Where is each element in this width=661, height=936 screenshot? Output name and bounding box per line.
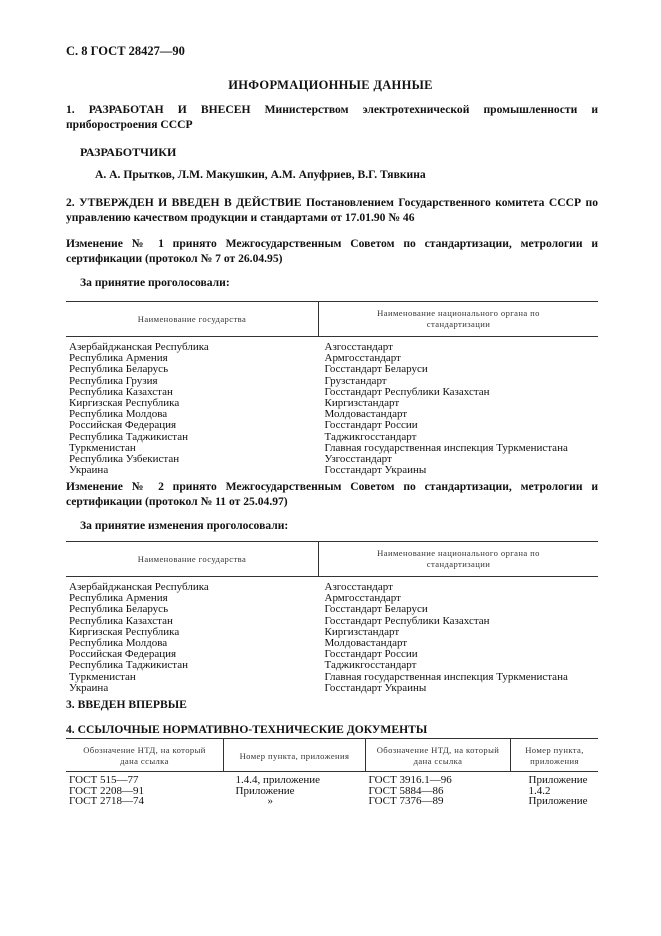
refs-items-right-cell [511, 772, 599, 807]
table-cell: Грузстандарт [324, 374, 387, 387]
refs-docs-left-cell [66, 772, 224, 807]
table-cell: Украина [69, 464, 109, 477]
refs-col-item-left: Номер пункта, приложения [224, 739, 366, 772]
table-cell: Госстандарт Беларуси [324, 363, 428, 376]
refs-col-item-right: Номер пункта, приложения [511, 739, 599, 772]
table-cell: Госстандарт России [324, 419, 418, 432]
table-cell: Республика Молдова [69, 408, 168, 421]
table-cell: Армгосстандарт [324, 592, 401, 605]
table-cell: ГОСТ 2718—74 [69, 795, 144, 807]
table-cell: Республика Таджикистан [69, 430, 188, 443]
page-title: ИНФОРМАЦИОННЫЕ ДАННЫЕ [228, 78, 433, 92]
table-cell: Республика Армения [69, 352, 168, 365]
change-1-text: Изменение № 1 принято Межгосударственным Советом по стандартизации, метрологии и сертификации (протокол № 7 от 26.04.95) [66, 237, 598, 265]
section-3: 3. ВВЕДЕН ВПЕРВЫЕ [66, 698, 187, 711]
table-cell: Таджикгосстандарт [324, 659, 417, 672]
table-cell: 1.4.4, приложение [235, 774, 320, 786]
table-cell: Азербайджанская Республика [69, 341, 209, 353]
table-cell: Российская Федерация [69, 648, 177, 661]
table-cell: Азербайджанская Республика [69, 581, 209, 593]
table-cell: Республика Узбекистан [69, 453, 180, 466]
table-cell: Главная государственная инспекция Туркменистана [324, 441, 568, 454]
table-cell: Киргизстандарт [324, 397, 400, 410]
page-header: С. 8 ГОСТ 28427—90 [66, 44, 185, 58]
table-cell: Азгосстандарт [324, 341, 393, 353]
table-cell: Республика Таджикистан [69, 659, 188, 672]
change-1-bodies-cell [319, 337, 599, 477]
table-cell: Республика Армения [69, 592, 168, 605]
developers-heading: РАЗРАБОТЧИКИ [80, 145, 177, 159]
refs-items-left-cell [224, 772, 366, 807]
change-1-table [66, 301, 598, 476]
table-cell: 1.4.2 [528, 784, 551, 797]
change-1-states-cell [66, 337, 319, 477]
change-2-voted: За принятие изменения проголосовали: [80, 519, 289, 532]
table-cell: Госстандарт Республики Казахстан [324, 614, 490, 627]
table-cell: Туркменистан [69, 670, 136, 683]
section-1-lead: 1. РАЗРАБОТАН И ВНЕСЕН [66, 103, 251, 116]
table-cell: Киргизская Республика [69, 397, 180, 410]
table-cell: Туркменистан [69, 441, 136, 454]
change-1-col-body: Наименование национального органа по стандартизации [319, 302, 599, 337]
table-cell: ГОСТ 2208—91 [69, 784, 144, 797]
table-cell: Госстандарт России [324, 648, 418, 661]
table-cell: ГОСТ 5884—86 [368, 784, 444, 797]
references-table [66, 738, 598, 807]
change-2-col-body: Наименование национального органа по стандартизации [319, 542, 599, 577]
refs-docs-right-cell [366, 772, 511, 807]
table-cell: Главная государственная инспекция Туркменистана [324, 670, 568, 683]
change-1-col-state: Наименование государства [66, 302, 319, 337]
table-cell: Республика Казахстан [69, 385, 173, 398]
table-cell: ГОСТ 515—77 [69, 774, 139, 786]
table-cell: Армгосстандарт [324, 352, 401, 365]
table-cell: Узгосстандарт [324, 453, 392, 466]
table-cell: Республика Молдова [69, 637, 168, 650]
change-2-text: Изменение № 2 принято Межгосударственным Советом по стандартизации, метрологии и сертификации (протокол № 11 от 25.04.97) [66, 480, 598, 508]
table-cell: Госстандарт Республики Казахстан [324, 385, 490, 398]
table-cell: Приложение [528, 795, 588, 807]
table-cell: Республика Беларусь [69, 363, 169, 376]
table-cell: Российская Федерация [69, 419, 177, 432]
table-cell: ГОСТ 3916.1—96 [368, 774, 452, 786]
table-cell: Приложение [235, 784, 295, 797]
change-2-col-state: Наименование государства [66, 542, 319, 577]
table-cell: Республика Казахстан [69, 614, 173, 627]
change-1-voted: За принятие проголосовали: [80, 276, 230, 289]
table-cell: Госстандарт Украины [324, 681, 427, 694]
table-cell: ГОСТ 7376—89 [368, 795, 444, 807]
change-2-states-cell [66, 577, 319, 695]
table-cell: Госстандарт Украины [324, 464, 427, 477]
change-2-bodies-cell [319, 577, 599, 695]
section-1-text: Министерством электротехнической промышленности и приборостроения СССР [66, 103, 599, 131]
table-cell: Азгосстандарт [324, 581, 393, 593]
table-cell: Госстандарт Беларуси [324, 603, 428, 616]
refs-col-doc-left: Обозначение НТД, на который дана ссылка [66, 739, 224, 772]
table-cell: Киргизская Республика [69, 625, 180, 638]
table-cell: Приложение [528, 774, 588, 786]
table-cell: Киргизстандарт [324, 625, 400, 638]
section-2 [66, 195, 598, 225]
table-cell: Республика Беларусь [69, 603, 169, 616]
table-cell: Молдовастандарт [324, 408, 408, 421]
table-cell: Украина [69, 681, 109, 694]
section-2-lead: 2. УТВЕРЖДЕН И ВВЕДЕН В ДЕЙСТВИЕ [66, 196, 302, 209]
section-1 [66, 102, 598, 132]
section-4: 4. ССЫЛОЧНЫЕ НОРМАТИВНО-ТЕХНИЧЕСКИЕ ДОКУМЕНТЫ [66, 723, 428, 736]
table-cell: Таджикгосстандарт [324, 430, 417, 443]
table-cell: » [267, 795, 273, 807]
table-cell: Республика Грузия [69, 374, 158, 387]
developers-list: А. А. Прытков, Л.М. Макушкин, А.М. Апуфриев, В.Г. Тявкина [95, 168, 426, 181]
table-cell: Молдовастандарт [324, 637, 408, 650]
section-2-text: Постановлением Государственного комитета СССР по управлению качеством продукции и стандартами от 17.01.90 № 46 [66, 196, 598, 224]
refs-col-doc-right: Обозначение НТД, на который дана ссылка [366, 739, 511, 772]
change-2-table [66, 541, 598, 694]
